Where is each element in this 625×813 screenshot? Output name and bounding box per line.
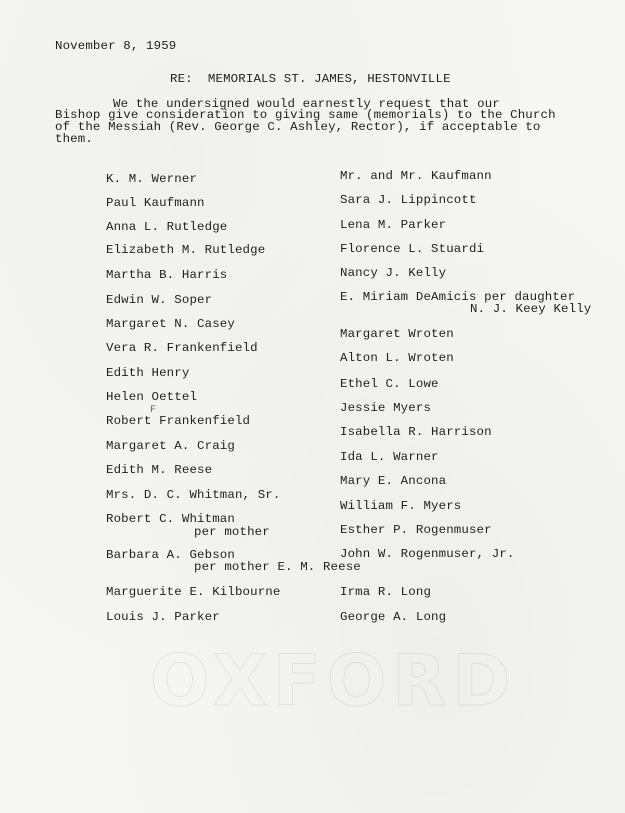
signature-deamicis: E. Miriam DeAmicis per daughter xyxy=(340,290,576,304)
signature-margaret-casey: Margaret N. Casey xyxy=(106,317,235,331)
signature-martha-harris: Martha B. Harris xyxy=(106,268,228,282)
signature-edwin-soper: Edwin W. Soper xyxy=(106,293,213,307)
signature-edith-reese: Edith M. Reese xyxy=(106,463,213,477)
signature-louis-parker: Louis J. Parker xyxy=(106,610,220,624)
signature-florence-stuardi: Florence L. Stuardi xyxy=(340,242,485,256)
signature-barbara-gebson-note: per mother E. M. Reese xyxy=(194,560,361,574)
subject-line: RE: MEMORIALS ST. JAMES, HESTONVILLE xyxy=(170,72,451,86)
signature-robert-whitman-note: per mother xyxy=(194,525,270,539)
signature-kaufmann-couple: Mr. and Mr. Kaufmann xyxy=(340,169,492,183)
signature-robert-frankenfield-initial: F xyxy=(150,405,157,416)
signature-sara-lippincott: Sara J. Lippincott xyxy=(340,193,477,207)
body-line-3: of the Messiah (Rev. George C. Ashley, Rector), if acceptable to xyxy=(55,120,541,134)
signature-alton-wroten: Alton L. Wroten xyxy=(340,351,454,365)
signature-jessie-myers: Jessie Myers xyxy=(340,401,432,415)
signature-barbara-gebson: Barbara A. Gebson xyxy=(106,548,235,562)
signature-mary-ancona: Mary E. Ancona xyxy=(340,474,447,488)
letter-date: November 8, 1959 xyxy=(55,39,177,53)
watermark: OXFORD xyxy=(150,640,517,722)
signature-edith-henry: Edith Henry xyxy=(106,366,190,380)
signature-paul-kaufmann: Paul Kaufmann xyxy=(106,196,205,210)
signature-isabella-harrison: Isabella R. Harrison xyxy=(340,425,492,439)
signature-anna-rutledge: Anna L. Rutledge xyxy=(106,220,228,234)
signature-margaret-wroten: Margaret Wroten xyxy=(340,327,454,341)
signature-lena-parker: Lena M. Parker xyxy=(340,218,447,232)
body-line-1: We the undersigned would earnestly request that our xyxy=(113,97,500,111)
signature-ethel-lowe: Ethel C. Lowe xyxy=(340,377,439,391)
signature-elizabeth-rutledge: Elizabeth M. Rutledge xyxy=(106,243,266,257)
signature-vera-frankenfield: Vera R. Frankenfield xyxy=(106,341,258,355)
body-line-4: them. xyxy=(55,132,93,146)
signature-william-myers: William F. Myers xyxy=(340,499,462,513)
signature-margaret-craig: Margaret A. Craig xyxy=(106,439,235,453)
signature-robert-frankenfield: Robert Frankenfield xyxy=(106,414,251,428)
signature-robert-whitman: Robert C. Whitman xyxy=(106,512,235,526)
signature-werner: K. M. Werner xyxy=(106,172,198,186)
signature-esther-rogenmuser: Esther P. Rogenmuser xyxy=(340,523,492,537)
signature-whitman-sr: Mrs. D. C. Whitman, Sr. xyxy=(106,488,281,502)
signature-john-rogenmuser: John W. Rogenmuser, Jr. xyxy=(340,547,515,561)
signature-nancy-kelly: Nancy J. Kelly xyxy=(340,266,447,280)
signature-ida-warner: Ida L. Warner xyxy=(340,450,439,464)
body-line-2: Bishop give consideration to giving same (memorials) to the Church xyxy=(55,108,556,122)
signature-irma-long: Irma R. Long xyxy=(340,585,432,599)
signature-helen-oettel: Helen Oettel xyxy=(106,390,198,404)
signature-george-long: George A. Long xyxy=(340,610,447,624)
signature-deamicis-note: N. J. Keey Kelly xyxy=(470,302,592,316)
signature-marguerite-kilbourne: Marguerite E. Kilbourne xyxy=(106,585,281,599)
